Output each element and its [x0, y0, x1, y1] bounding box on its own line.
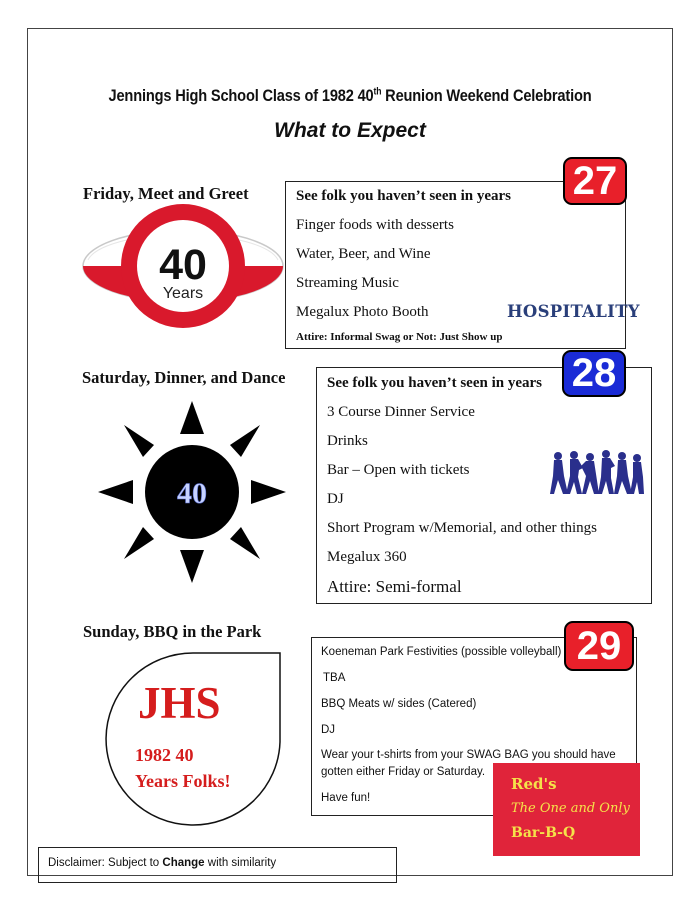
dancers-illustration	[550, 450, 644, 498]
page-title: Jennings High School Class of 1982 40th Reunion Weekend Celebration	[108, 86, 592, 105]
saturday-item: 3 Course Dinner Service	[327, 404, 475, 420]
date-badge-29: 29	[564, 621, 634, 671]
jhs-line1: 1982 40	[135, 745, 194, 765]
saturday-attire: Attire: Semi-formal	[327, 577, 462, 596]
reds-name: Red's	[511, 775, 557, 793]
sun-emblem	[96, 397, 288, 587]
saturday-item: Megalux 360	[327, 549, 407, 565]
date-badge-28: 28	[562, 350, 626, 397]
saturday-item: See folk you haven’t seen in years	[327, 375, 542, 391]
saturday-box	[316, 367, 652, 604]
sunday-item: BBQ Meats w/ sides (Catered)	[321, 698, 477, 710]
sunday-item: Wear your t-shirts from your SWAG BAG you should have	[321, 749, 616, 761]
sunday-item: Koeneman Park Festivities (possible volleyball)	[321, 646, 562, 658]
jhs-emblem	[104, 650, 282, 830]
sunday-heading: Sunday, BBQ in the Park	[83, 622, 262, 641]
sunday-item: DJ	[321, 724, 336, 736]
friday-item: Water, Beer, and Wine	[296, 246, 431, 262]
sunday-item: gotten either Friday or Saturday.	[321, 766, 486, 778]
date-badge-27: 27	[563, 157, 627, 205]
disclaimer: Disclaimer: Subject to Change with similarity	[38, 847, 397, 883]
jhs-title: JHS	[138, 678, 221, 728]
saturday-item: DJ	[327, 491, 344, 507]
jhs-line2: Years Folks!	[135, 771, 231, 791]
emblem-word: Years	[162, 285, 204, 302]
emblem-number: 40	[159, 241, 207, 289]
reds-bbq: Bar-B-Q	[511, 825, 576, 841]
saturday-heading: Saturday, Dinner, and Dance	[82, 368, 286, 387]
sunday-item: TBA	[323, 672, 346, 684]
reds-tagline: The One and Only	[511, 801, 630, 816]
sunday-item: Have fun!	[321, 792, 371, 804]
friday-item: Megalux Photo Booth	[296, 304, 429, 320]
saturday-item: Bar – Open with tickets	[327, 462, 470, 478]
hospitality-logo: HOSPITALITY	[507, 302, 640, 321]
friday-box	[285, 181, 640, 349]
friday-item: See folk you haven’t seen in years	[296, 188, 511, 204]
saturday-item: Short Program w/Memorial, and other things	[327, 520, 597, 536]
sun-number: 40	[177, 477, 207, 510]
reds-bbq-logo	[493, 763, 640, 856]
friday-attire: Attire: Informal Swag or Not: Just Show up	[296, 331, 503, 343]
forty-years-emblem	[80, 202, 285, 330]
friday-item: Streaming Music	[296, 275, 399, 291]
page-subtitle: What to Expect	[274, 119, 426, 142]
friday-heading: Friday, Meet and Greet	[83, 184, 249, 203]
saturday-item: Drinks	[327, 433, 368, 449]
friday-item: Finger foods with desserts	[296, 217, 454, 233]
